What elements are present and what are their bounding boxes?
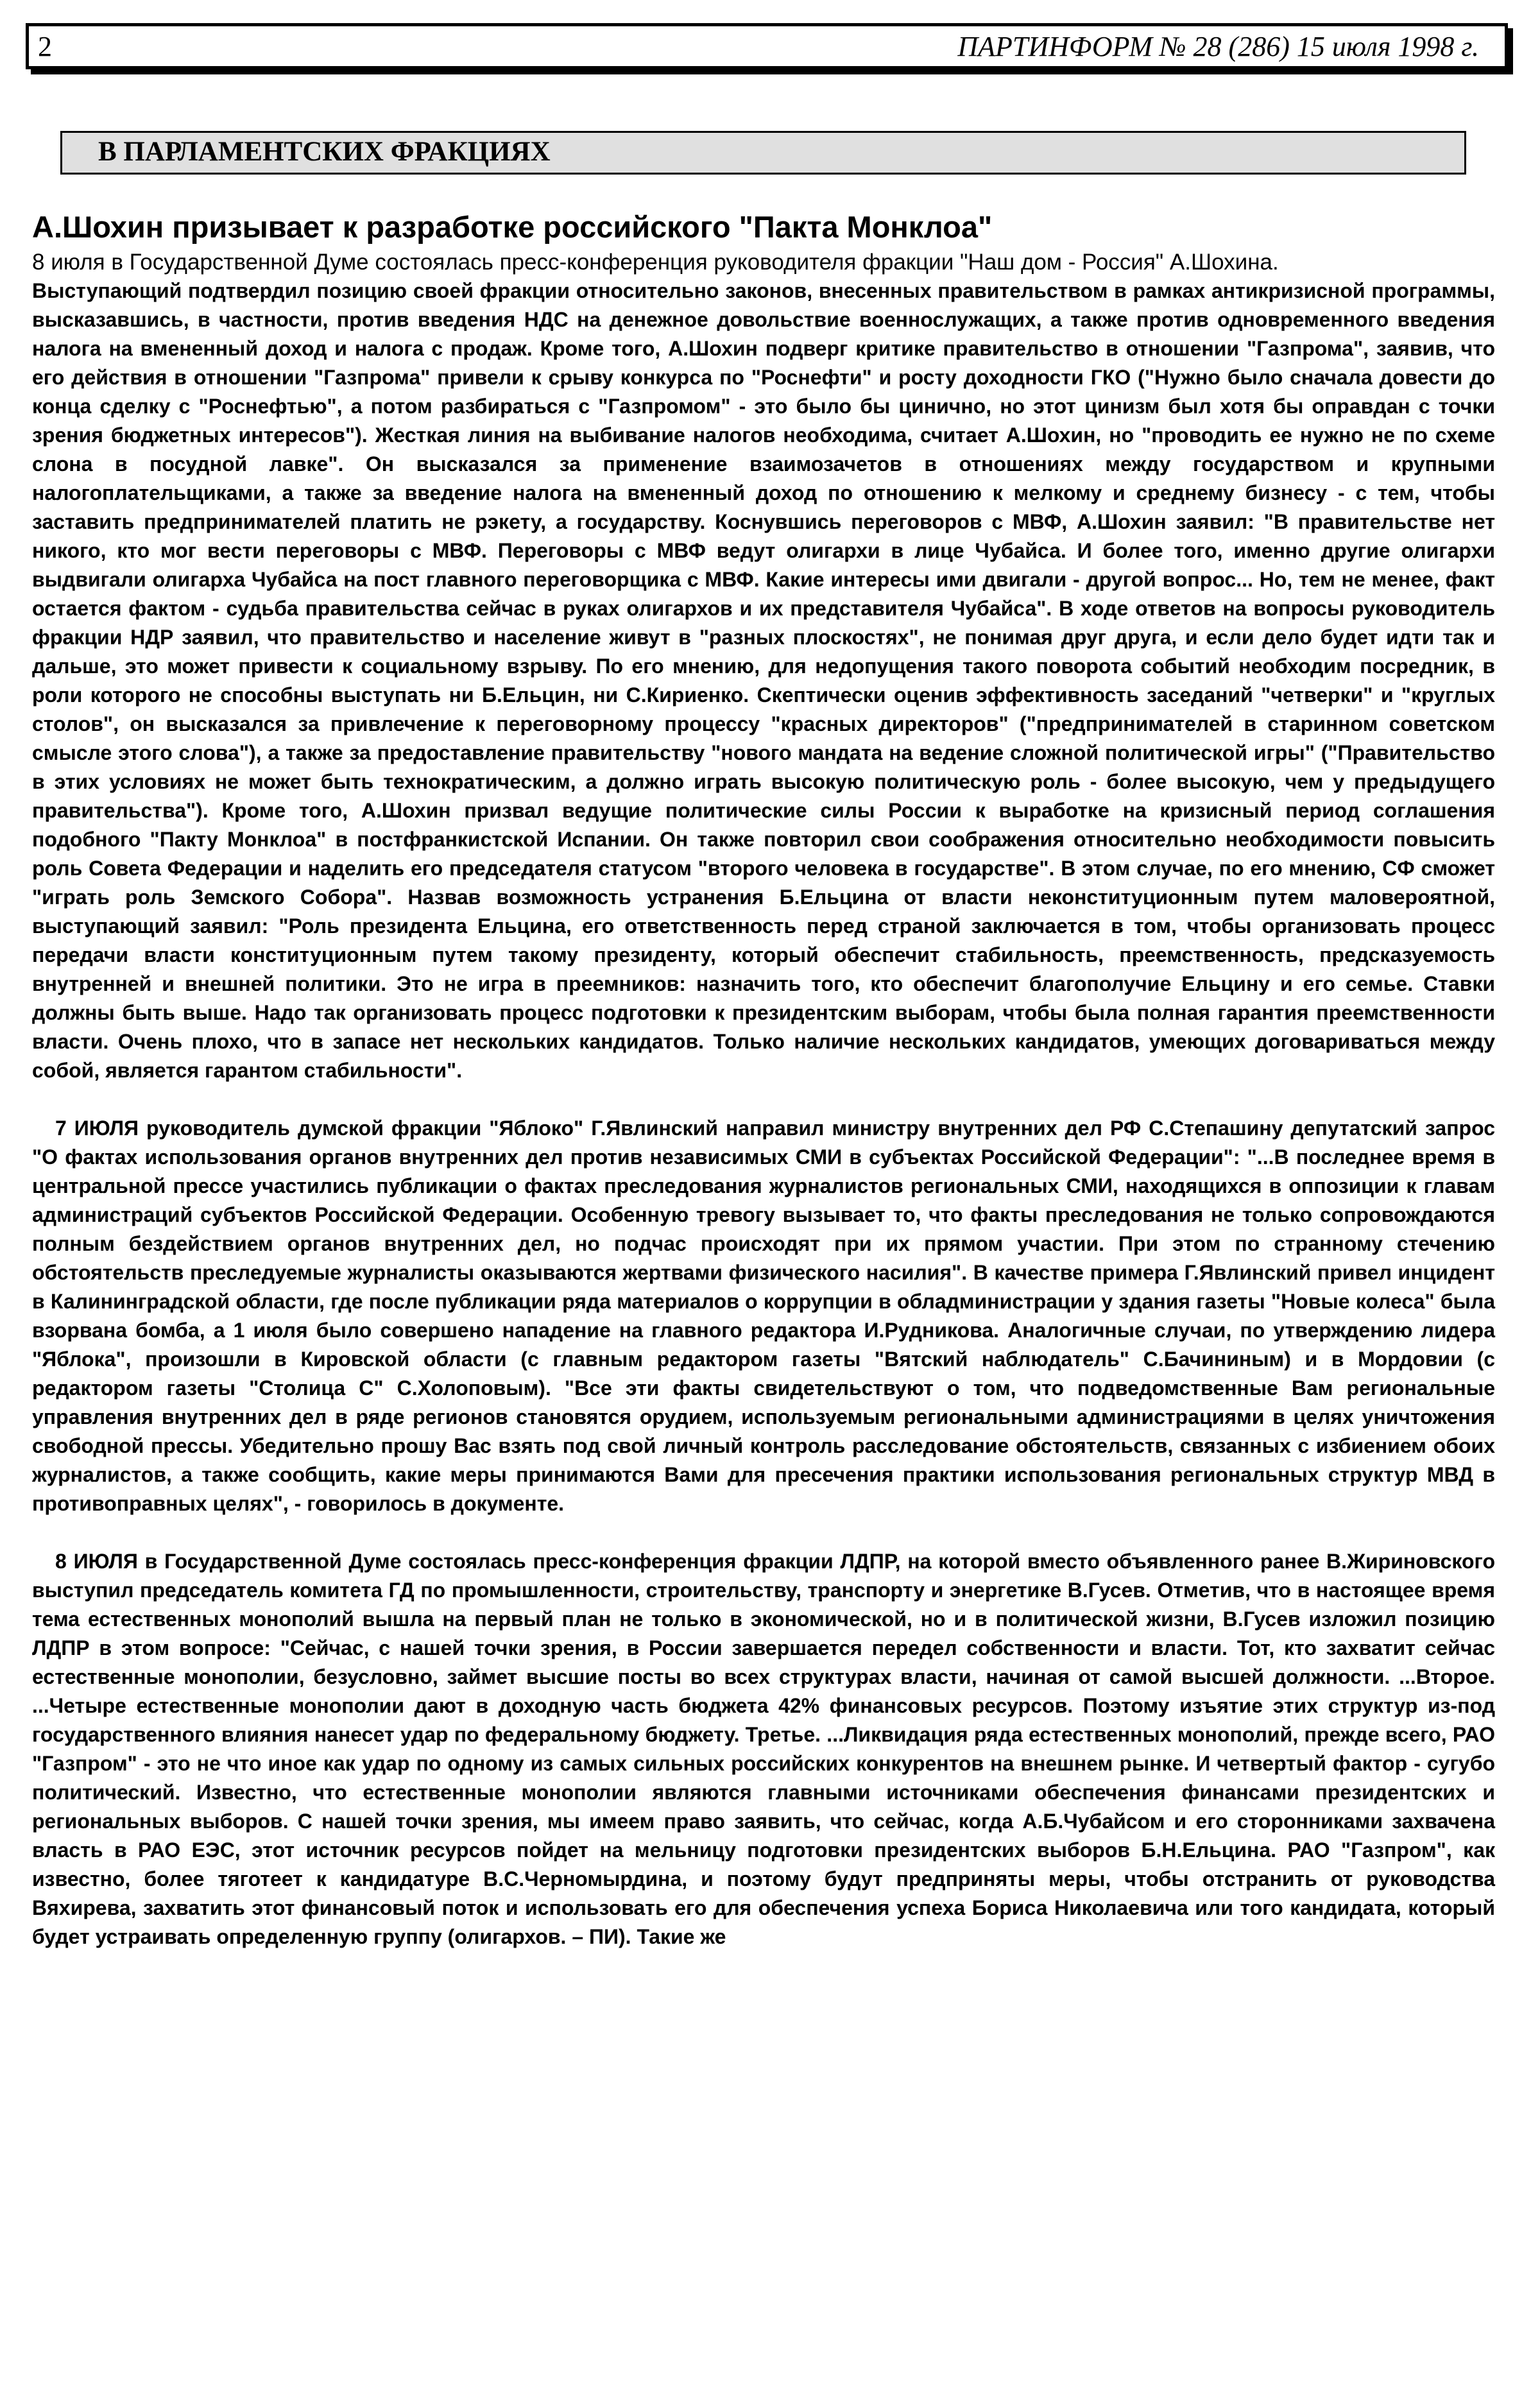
article bbox=[32, 207, 1495, 1951]
article-headline: А.Шохин призывает к разработке российского "Пакта Монклоа" bbox=[32, 210, 993, 244]
article-paragraph-ldpr: 8 ИЮЛЯ в Государственной Думе состоялась пресс-конференция фракции ЛДПР, на которой вместо объявленного ранее В.Жириновского выступил председатель комитета ГД по промышленности, строительству, транспорту и энергетике В.Гусев. Отметив, что в настоящее время тема естественных монополий вышла на первый план не только в экономической, но и в политической жизни, В.Гусев изложил позицию ЛДПР в этом вопросе: "Сейчас, с нашей точки зрения, в России завершается передел собственности и власти. Тот, кто захватит сейчас естественные монополии, безусловно, займет высшие посты во всех структурах власти, начиная от самой высшей должности. ...Второе. ...Четыре естественные монополии дают в доходную часть бюджета 42% финансовых ресурсов. Поэтому изъятие этих структур из-под государственного влияния нанесет удар по федеральному бюджету. Третье. ...Ликвидация ряда естественных монополий, прежде всего, РАО "Газпром" - это не что иное как удар по одному из самых сильных российских конкурентов на внешнем рынке. И четвертый фактор - сугубо политический. Известно, что естественные монополии являются главными источниками обеспечения финансами президентских и региональных выборов. С нашей точки зрения, мы имеем право заявить, что сейчас, когда А.Б.Чубайсом и его сторонниками захвачена власть в РАО ЕЭС, этот источник ресурсов пойдет на мельницу подготовки президентских выборов Б.Н.Ельцина. РАО "Газпром", как известно, более тяготеет к кандидатуре В.С.Черномырдина, и поэтому будут предприняты меры, чтобы отстранить от руководства Вяхирева, захватить этот финансовый поток и использовать его для обеспечения успеха Бориса Николаевича или того кандидата, который будет устраивать определенную группу (олигархов. – ПИ). Такие же bbox=[32, 1550, 1495, 1948]
section-title: В ПАРЛАМЕНТСКИХ ФРАКЦИЯХ bbox=[98, 137, 551, 167]
article-lead: 8 июля в Государственной Думе состоялась пресс-конференция руководителя фракции "Наш дом - Россия" А.Шохина. bbox=[32, 250, 1279, 275]
page-number: 2 bbox=[38, 31, 52, 62]
article-paragraph-shokhin: Выступающий подтвердил позицию своей фракции относительно законов, внесенных правительством в рамках антикризисной программы, высказавшись, в частности, против введения НДС на денежное довольствие военнослужащих, а также против одновременного введения налога на вмененный доход и налога с продаж. Кроме того, А.Шохин подверг критике правительство в отношении "Газпрома", заявив, что его действия в отношении "Газпрома" привели к срыву конкурса по "Роснефти" и росту доходности ГКО ("Нужно было сначала довести до конца сделку с "Роснефтью", а потом разбираться с "Газпромом" - это было бы цинично, но этот цинизм был хотя бы оправдан с точки зрения бюджетных интересов"). Жесткая линия на выбивание налогов необходима, считает А.Шохин, но "проводить ее нужно не по схеме слона в посудной лавке". Он высказался за применение взаимозачетов в отношениях между государством и крупными налогоплательщиками, а также за введение налога на вмененный доход по отношению к мелкому и среднему бизнесу - с тем, чтобы заставить предпринимателей платить не рэкету, а государству. Коснувшись переговоров с МВФ, А.Шохин заявил: "В правительстве нет никого, кто мог вести переговоры с МВФ. Переговоры с МВФ ведут олигархи в лице Чубайса. И более того, именно другие олигархи выдвигали олигарха Чубайса на пост главного переговорщика с МВФ. Какие интересы ими двигали - другой вопрос... Но, тем не менее, факт остается фактом - судьба правительства сейчас в руках олигархов и их представителя Чубайса". В ходе ответов на вопросы руководитель фракции НДР заявил, что правительство и население живут в "разных плоскостях", не понимая друг друга, и если дело будет идти так и дальше, это может привести к социальному взрыву. По его мнению, для недопущения такого поворота событий необходим посредник, в роли которого не способны выступать ни Б.Ельцин, ни С.Кириенко. Скептически оценив эффективность заседаний "четверки" и "круглых столов", он высказался за привлечение к переговорному процессу "красных директоров" ("предпринимателей в старинном советском смысле этого слова"), а также за предоставление правительству "нового мандата на ведение сложной политической игры" ("Правительство в этих условиях не может быть технократическим, а должно играть высокую политическую роль - более высокую, чем у предыдущего правительства"). Кроме того, А.Шохин призвал ведущие политические силы России к выработке на кризисный период соглашения подобного "Пакту Монклоа" в постфранкистской Испании. Он также повторил свои соображения относительно необходимости повысить роль Совета Федерации и наделить его председателя статусом "второго человека в государстве". В этом случае, по его мнению, СФ сможет "играть роль Земского Собора". Назвав возможность устранения Б.Ельцина от власти неконституционным путем маловероятной, выступающий заявил: "Роль президента Ельцина, его ответственность перед страной заключается в том, чтобы организовать процесс передачи власти конституционным путем такому президенту, который обеспечит стабильность, преемственность, предсказуемость внутренней и внешней политики. Это не игра в преемников: назначить того, кто обеспечит благополучие Ельцину и его семье. Ставки должны быть выше. Надо так организовать процесс подготовки к президентским выборам, чтобы была полная гарантия преемственности власти. Очень плохо, что в запасе нет нескольких кандидатов. Только наличие нескольких кандидатов, умеющих договариваться между собой, является гарантом стабильности". bbox=[32, 279, 1495, 1082]
article-paragraph-yabloko: 7 ИЮЛЯ руководитель думской фракции "Яблоко" Г.Явлинский направил министру внутренних дел РФ С.Степашину депутатский запрос "О фактах использования органов внутренних дел против независимых СМИ в субъектах Российской Федерации": "...В последнее время в центральной прессе участились публикации о фактах преследования журналистов региональных СМИ, находящихся в оппозиции к главам администраций субъектов Российской Федерации. Особенную тревогу вызывает то, что факты преследования не только сопровождаются полным бездействием органов внутренних дел, но подчас происходят при их прямом участии. При этом по странному стечению обстоятельств преследуемые журналисты оказываются жертвами физического насилия". В качестве примера Г.Явлинский привел инцидент в Калининградской области, где после публикации ряда материалов о коррупции в обладминистрации у здания газеты "Новые колеса" была взорвана бомба, а 1 июля было совершено нападение на главного редактора И.Рудникова. Аналогичные случаи, по утверждению лидера "Яблока", произошли в Кировской области (с главным редактором газеты "Вятский наблюдатель" С.Бачининым) и в Мордовии (с редактором газеты "Столица С" С.Холоповым). "Все эти факты свидетельствуют о том, что подведомственные Вам региональные управления внутренних дел в ряде регионов становятся орудием, используемым региональными администрациями в целях уничтожения свободной прессы. Убедительно прошу Вас взять под свой личный контроль расследование обстоятельств, связанных с избиением обоих журналистов, а также сообщить, какие меры принимаются Вами для пресечения практики использования региональных структур МВД в противоправных целях", - говорилось в документе. bbox=[32, 1117, 1495, 1515]
masthead: ПАРТИНФОРМ № 28 (286) 15 июля 1998 г. bbox=[957, 31, 1479, 62]
section-banner bbox=[60, 131, 1466, 175]
page-header bbox=[26, 23, 1508, 69]
